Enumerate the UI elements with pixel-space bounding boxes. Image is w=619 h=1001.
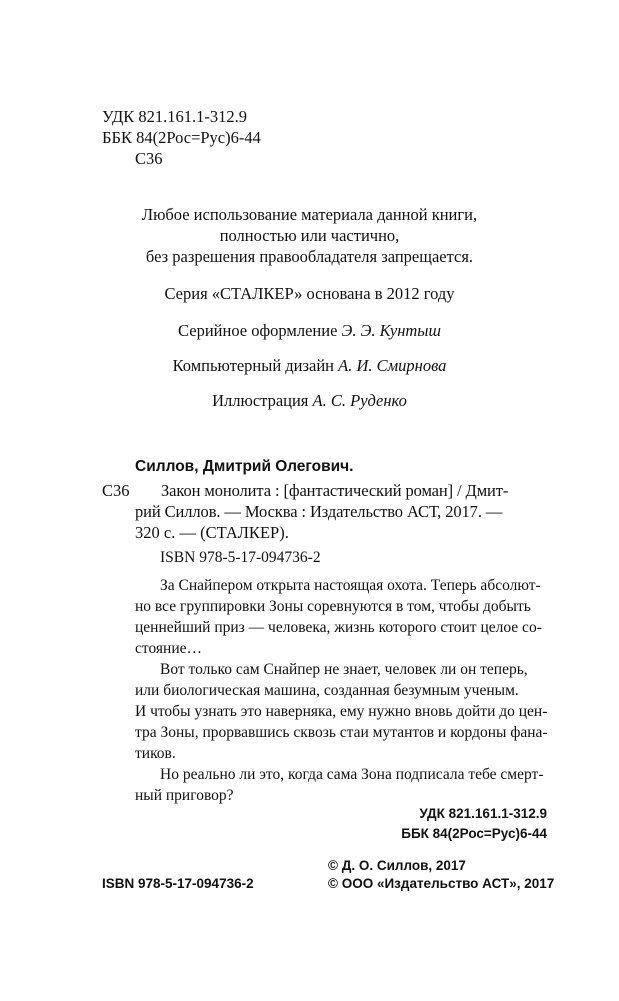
notice-line-1: Любое использование материала данной книги, — [141, 205, 478, 224]
credit-name: А. С. Руденко — [312, 391, 407, 410]
credit-name: Э. Э. Кунтыш — [341, 321, 441, 340]
notice-line-2: полностью или частично, — [219, 226, 400, 245]
annotation-line: стояние… — [135, 640, 203, 657]
annotation-line: За Снайпером открыта настоящая охота. Теперь абсолют- — [160, 577, 541, 594]
credit-series-design — [0, 320, 619, 341]
annotation-line: Но реально ли это, когда сама Зона подписала тебе смерт- — [160, 766, 544, 783]
biblio-isbn: ISBN 978-5-17-094736-2 — [160, 549, 321, 566]
annotation-line: или биологическая машина, созданная безумным ученым. — [135, 682, 519, 699]
credit-role: Серийное оформление — [178, 321, 338, 340]
bbk-bottom: ББК 84(2Рос=Рус)6-44 — [401, 826, 547, 841]
credit-computer-design — [0, 355, 619, 376]
series-note: Серия «СТАЛКЕР» основана в 2012 году — [164, 284, 455, 303]
annotation-line: ценнейший приз — человека, жизнь которого стоит целое со- — [135, 619, 542, 636]
annotation-line: Вот только сам Снайпер не знает, человек ли он теперь, — [160, 661, 528, 678]
annotation-line: тра Зоны, прорвавшись сквозь стаи мутантов и кордоны фана- — [135, 724, 548, 741]
biblio-line-1: Закон монолита : [фантастический роман] / Дмит- — [161, 481, 509, 500]
credit-name: А. И. Смирнова — [338, 356, 447, 375]
udk-bottom: УДК 821.161.1-312.9 — [419, 806, 547, 821]
credit-role: Иллюстрация — [212, 391, 309, 410]
annotation-line: И чтобы узнать это наверняка, ему нужно вновь дойти до цен- — [135, 703, 548, 720]
annotation-line: но все группировки Зоны соревнуются в том, чтобы добыть — [135, 598, 531, 615]
author-code-top: С36 — [135, 149, 163, 168]
copyright-author: © Д. О. Силлов, 2017 — [328, 858, 466, 873]
footer-isbn: ISBN 978-5-17-094736-2 — [102, 876, 254, 891]
udk-top: УДК 821.161.1-312.9 — [102, 107, 248, 126]
biblio-line-3: 320 с. — (СТАЛКЕР). — [135, 523, 289, 542]
biblio-author: Силлов, Дмитрий Олегович. — [135, 458, 354, 475]
credit-illustration — [0, 390, 619, 411]
notice-line-3: без разрешения правообладателя запрещается. — [145, 247, 474, 266]
copyright-publisher: © ООО «Издательство АСТ», 2017 — [328, 876, 555, 891]
bbk-top: ББК 84(2Рос=Рус)6-44 — [102, 128, 261, 147]
credit-role: Компьютерный дизайн — [172, 356, 335, 375]
biblio-code: С36 — [102, 481, 130, 500]
annotation-line: тиков. — [135, 745, 176, 762]
annotation-line: ный приговор? — [135, 787, 234, 804]
biblio-line-2: рий Силлов. — Москва : Издательство АСТ, 2017. — — [135, 502, 503, 521]
